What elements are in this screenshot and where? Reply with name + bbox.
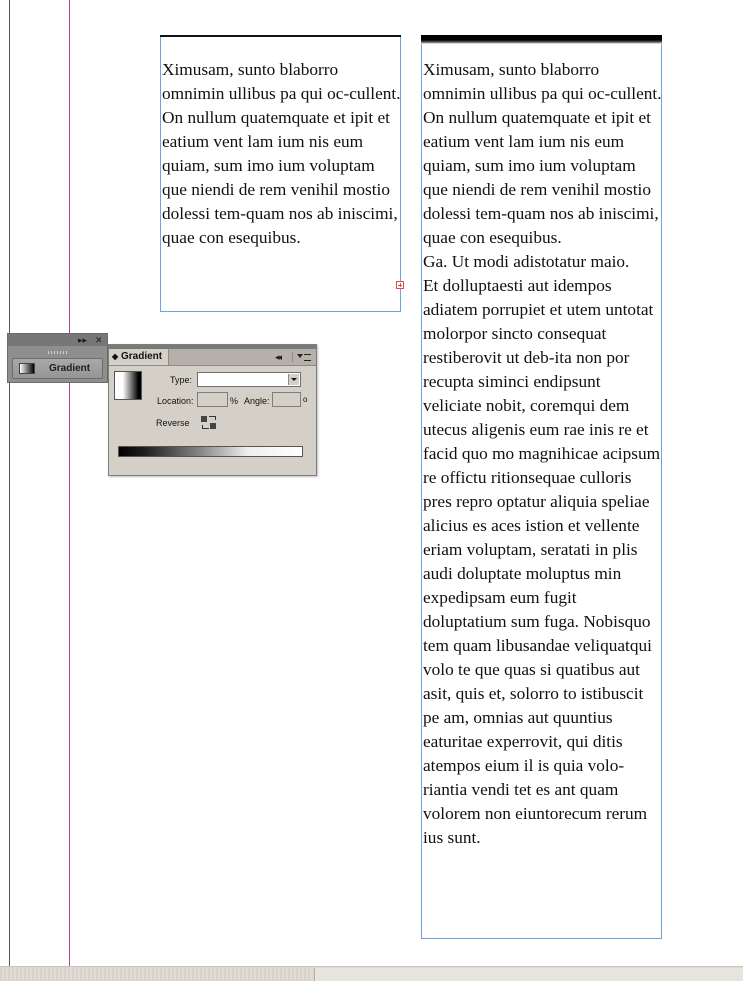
collapse-panel-icon[interactable]: ◂◂ [275, 352, 281, 362]
tab-updown-icon: ◆ [112, 352, 119, 361]
reverse-arrow-top [209, 416, 216, 420]
frame-2-paragraph-1: Ximusam, sunto blaborro omnimin ullibus pa qui oc-cullent. [423, 60, 662, 103]
reverse-icon [201, 416, 207, 422]
type-dropdown[interactable] [197, 372, 301, 387]
frame-1-paragraph-2: On nullum quatemquate et ipit et eatium vent lam ium nis eum quiam, sum imo ium voluptam que niendi de rem venihil mostio dolessi tem-quam nos ab iniscimi, quae con esequibus. [162, 108, 398, 247]
reverse-label: Reverse [156, 418, 190, 428]
text-frame-1[interactable] [160, 35, 401, 312]
frame-2-text[interactable] [423, 58, 662, 850]
degree-label: o [303, 395, 308, 404]
text-frame-2[interactable] [421, 35, 662, 939]
frame-1-text[interactable] [162, 58, 401, 250]
frame-2-paragraph-4: Et dolluptaesti aut idempos adiatem porrupiet et utem untotat molorpor sincto consequat restiberovit ut deb-ita non por recupta siminci endipsunt veliciate nobit, coremqui dem utecus aligenis eum rae inis re et facid quo mo magnihicae acipsum re offictu ritionsequae culloris pres repro optatur aliquia speliae alicius es aces istion et vellente eriam voluptam, seratati in plis audi doluptate moluptus min expedipsam eum fugit doluptatium sum fuga. Nobisquo tem quam libusandae veliquatqui volo te que quas si quatibus aut asit, quis et, solorro to istibuscit pe am, omnias aut quuntius eaturitae experrovit, qui ditis atempos eium il is quia volo-riantia vendi tet es ant quam volorem non eiuntorecum rerum ius sunt. [423, 276, 661, 847]
gradient-swatch[interactable] [114, 371, 142, 400]
dock-header[interactable] [8, 334, 107, 346]
scrollbar-track[interactable] [0, 967, 312, 981]
panel-tab-row [109, 349, 316, 366]
reverse-square-bottom [210, 423, 216, 429]
tab-gradient[interactable] [109, 349, 169, 365]
expand-panels-icon[interactable]: ▸▸ [78, 335, 88, 345]
location-field[interactable] [197, 392, 228, 407]
gradient-panel [108, 344, 317, 476]
location-label: Location: [157, 396, 194, 406]
tab-gradient-label: Gradient [121, 351, 163, 362]
reverse-button[interactable] [201, 415, 218, 431]
scrollbar-thumb[interactable] [314, 968, 743, 981]
gradient-panel-button[interactable] [12, 358, 103, 379]
overflow-port-icon[interactable] [396, 281, 404, 289]
gradient-ramp[interactable] [118, 446, 303, 457]
panel-menu-icon[interactable] [292, 352, 313, 362]
close-icon[interactable]: ✕ [95, 335, 103, 345]
percent-label: % [230, 396, 239, 406]
margin-guide [69, 0, 70, 966]
frame-2-paragraph-3: Ga. Ut modi adistotatur maio. [423, 252, 630, 271]
frame-1-top-rule [160, 35, 401, 37]
page-edge-line [9, 0, 10, 966]
dock-grip-handle[interactable] [48, 351, 68, 354]
frame-2-gradient-rule[interactable] [421, 35, 662, 44]
chevron-down-icon[interactable] [288, 374, 299, 385]
angle-field[interactable] [272, 392, 301, 407]
gradient-icon [19, 363, 35, 374]
horizontal-scrollbar [0, 966, 743, 981]
frame-1-paragraph-1: Ximusam, sunto blaborro omnimin ullibus pa qui oc-cullent. [162, 60, 401, 103]
angle-label: Angle: [244, 396, 270, 406]
panel-dock [7, 333, 108, 383]
reverse-arrow-bottom [202, 425, 209, 429]
frame-2-paragraph-2: On nullum quatemquate et ipit et eatium vent lam ium nis eum quiam, sum imo ium voluptam que niendi de rem venihil mostio dolessi tem-quam nos ab iniscimi, quae con esequibus. [423, 108, 659, 247]
gradient-button-label: Gradient [49, 363, 91, 374]
type-label: Type: [170, 375, 193, 385]
